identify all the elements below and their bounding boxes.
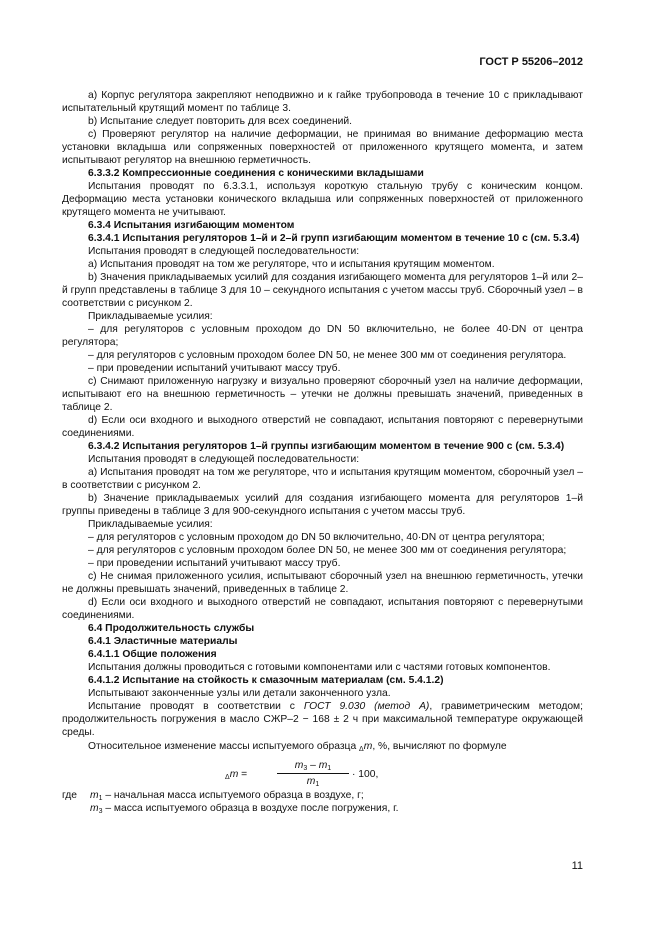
page-number: 11 xyxy=(571,860,583,872)
definition-row xyxy=(62,802,583,815)
text-run: Испытание проводят в соответствии с xyxy=(88,701,304,712)
paragraph xyxy=(62,740,583,753)
text-run: , %, вычисляют по формуле xyxy=(372,741,507,752)
subscript: 3 xyxy=(98,808,103,815)
section-heading: 6.3.4 Испытания изгибающим моментом xyxy=(88,220,295,231)
paragraph: d) Если оси входного и выходного отверстий не совпадают, испытания повторяют с перевернутыми соединениями. xyxy=(62,597,583,621)
paragraph: d) Если оси входного и выходного отверстий не совпадают, испытания повторяют с перевернутыми соединениями. xyxy=(62,415,583,439)
math-symbol: m xyxy=(318,760,328,771)
paragraph: b) Значения прикладываемых усилий для создания изгибающего момента для регуляторов 1–й или 2–й групп представлены в таблице 3 для 10 – секундного испытания с учетом массы труб. Сборочный узел – в соответствии с рисунком 2. xyxy=(62,272,583,309)
paragraph: – при проведении испытаний учитывают массу труб. xyxy=(88,558,341,569)
paragraph: Испытывают законченные узлы или детали законченного узла. xyxy=(88,688,391,699)
formula-rhs: · 100, xyxy=(352,769,379,780)
section-heading: 6.4.1.1 Общие положения xyxy=(88,649,217,660)
subscript: 1 xyxy=(98,795,103,802)
section-heading: 6.3.3.2 Компрессионные соединения с коническими вкладышами xyxy=(88,168,424,179)
standard-reference: ГОСТ 9.030 (метод А) xyxy=(303,701,430,712)
subscript: 3 xyxy=(303,765,308,772)
paragraph: Прикладываемые усилия: xyxy=(88,311,213,322)
paragraph: c) Снимают приложенную нагрузку и визуально проверяют сборочный узел на наличие деформации, испытывают его на внешнюю герметичность – утечки не должны превышать значений, приведенных в таблице 2. xyxy=(62,376,583,413)
paragraph: Испытания проводят в следующей последовательности: xyxy=(88,246,360,257)
delta-subscript: Δ xyxy=(225,774,230,781)
fraction-denominator xyxy=(277,774,349,788)
where-label: где xyxy=(62,790,78,801)
text-run: – начальная масса испытуемого образца в воздухе, г; xyxy=(102,790,364,801)
paragraph: Прикладываемые усилия: xyxy=(88,519,213,530)
paragraph: а) Корпус регулятора закрепляют неподвижно и к гайке трубопровода в течение 10 с прикладывают испытательный крутящий момент по таблице 3. xyxy=(62,90,583,114)
paragraph: а) Испытания проводят на том же регуляторе, что и испытания крутящим моментом, сборочный узел – в соответствии с рисунком 2. xyxy=(62,467,583,491)
document-body xyxy=(62,89,583,815)
minus-sign: – xyxy=(307,760,319,771)
definition-row xyxy=(62,789,583,802)
paragraph: Испытания проводят по 6.3.3.1, используя короткую стальную трубу с коническим концом. Деформацию места установки конического вкладыша или сопряженных поверхностей от приложенного крутящего момента не учитывают. xyxy=(62,181,583,218)
math-symbol: m xyxy=(90,790,99,801)
definition-text xyxy=(90,789,364,802)
paragraph: – для регуляторов с условным проходом до DN 50 включительно, не более 40·DN от центра регулятора; xyxy=(62,324,583,348)
section-heading: 6.4.1.2 Испытание на стойкость к смазочным материалам (см. 5.4.1.2) xyxy=(88,675,444,686)
subscript: 1 xyxy=(315,781,320,788)
math-symbol: m xyxy=(294,760,304,771)
formula-lhs xyxy=(225,768,247,781)
fraction-numerator xyxy=(277,759,349,774)
paragraph: c) Проверяют регулятор на наличие деформации, не принимая во внимание деформацию места установки вкладыша или сопряженных поверхностей от приложенного крутящего момента, и затем испытывают регулятор на внешнюю герметичность. xyxy=(62,129,583,166)
fraction xyxy=(277,759,349,788)
math-symbol: m xyxy=(306,776,316,787)
paragraph: Испытания должны проводиться с готовыми компонентами или с частями готовых компонентов. xyxy=(88,662,551,673)
paragraph: c) Не снимая приложенного усилия, испытывают сборочный узел на внешнюю герметичность, утечки не должны превышать значений, приведенных в таблице 2. xyxy=(62,571,583,595)
paragraph: – для регуляторов с условным проходом более DN 50, не менее 300 мм от соединения регулятора. xyxy=(88,350,567,361)
paragraph xyxy=(62,700,583,739)
equals-sign: = xyxy=(238,769,248,780)
section-heading: 6.4 Продолжительность службы xyxy=(88,623,255,634)
math-symbol: m xyxy=(363,741,373,752)
paragraph: Испытания проводят в следующей последовательности: xyxy=(88,454,360,465)
paragraph: а) Испытания проводят на том же регуляторе, что и испытания крутящим моментом. xyxy=(88,259,495,270)
text-run: , гравиметрическим методом; продолжительность погружения в масло СЖР–2 − 168 ± 2 ч при максимальной температуре окружающей среды. xyxy=(62,701,584,738)
subscript: 1 xyxy=(327,765,332,772)
paragraph: b) Значение прикладываемых усилий для создания изгибающего момента для регуляторов 1–й группы приведены в таблице 3 для 900-секундного испытания с учетом массы труб. xyxy=(62,493,583,517)
section-heading: 6.3.4.2 Испытания регуляторов 1–й группы изгибающим моментом в течение 900 с (см. 5.3.4) xyxy=(88,441,565,452)
math-symbol: m xyxy=(229,769,239,780)
text-run: Относительное изменение массы испытуемого образца xyxy=(88,741,360,752)
paragraph: – для регуляторов с условным проходом до DN 50 включительно, 40·DN от центра регулятора; xyxy=(88,532,545,543)
document-header: ГОСТ Р 55206–2012 xyxy=(479,56,583,68)
math-symbol: m xyxy=(90,803,99,814)
paragraph: – для регуляторов с условным проходом более DN 50, не менее 300 мм от соединения регулятора; xyxy=(88,545,567,556)
definition-text xyxy=(90,802,398,815)
paragraph: – при проведении испытаний учитывают массу труб. xyxy=(88,363,341,374)
formula xyxy=(62,759,583,789)
section-heading: 6.4.1 Эластичные материалы xyxy=(88,636,238,647)
paragraph: b) Испытание следует повторить для всех соединений. xyxy=(88,116,353,127)
section-heading: 6.3.4.1 Испытания регуляторов 1–й и 2–й групп изгибающим моментом в течение 10 с (см. 5.3.4) xyxy=(88,233,580,244)
delta-subscript: Δ xyxy=(359,746,364,753)
text-run: – масса испытуемого образца в воздухе после погружения, г. xyxy=(102,803,399,814)
